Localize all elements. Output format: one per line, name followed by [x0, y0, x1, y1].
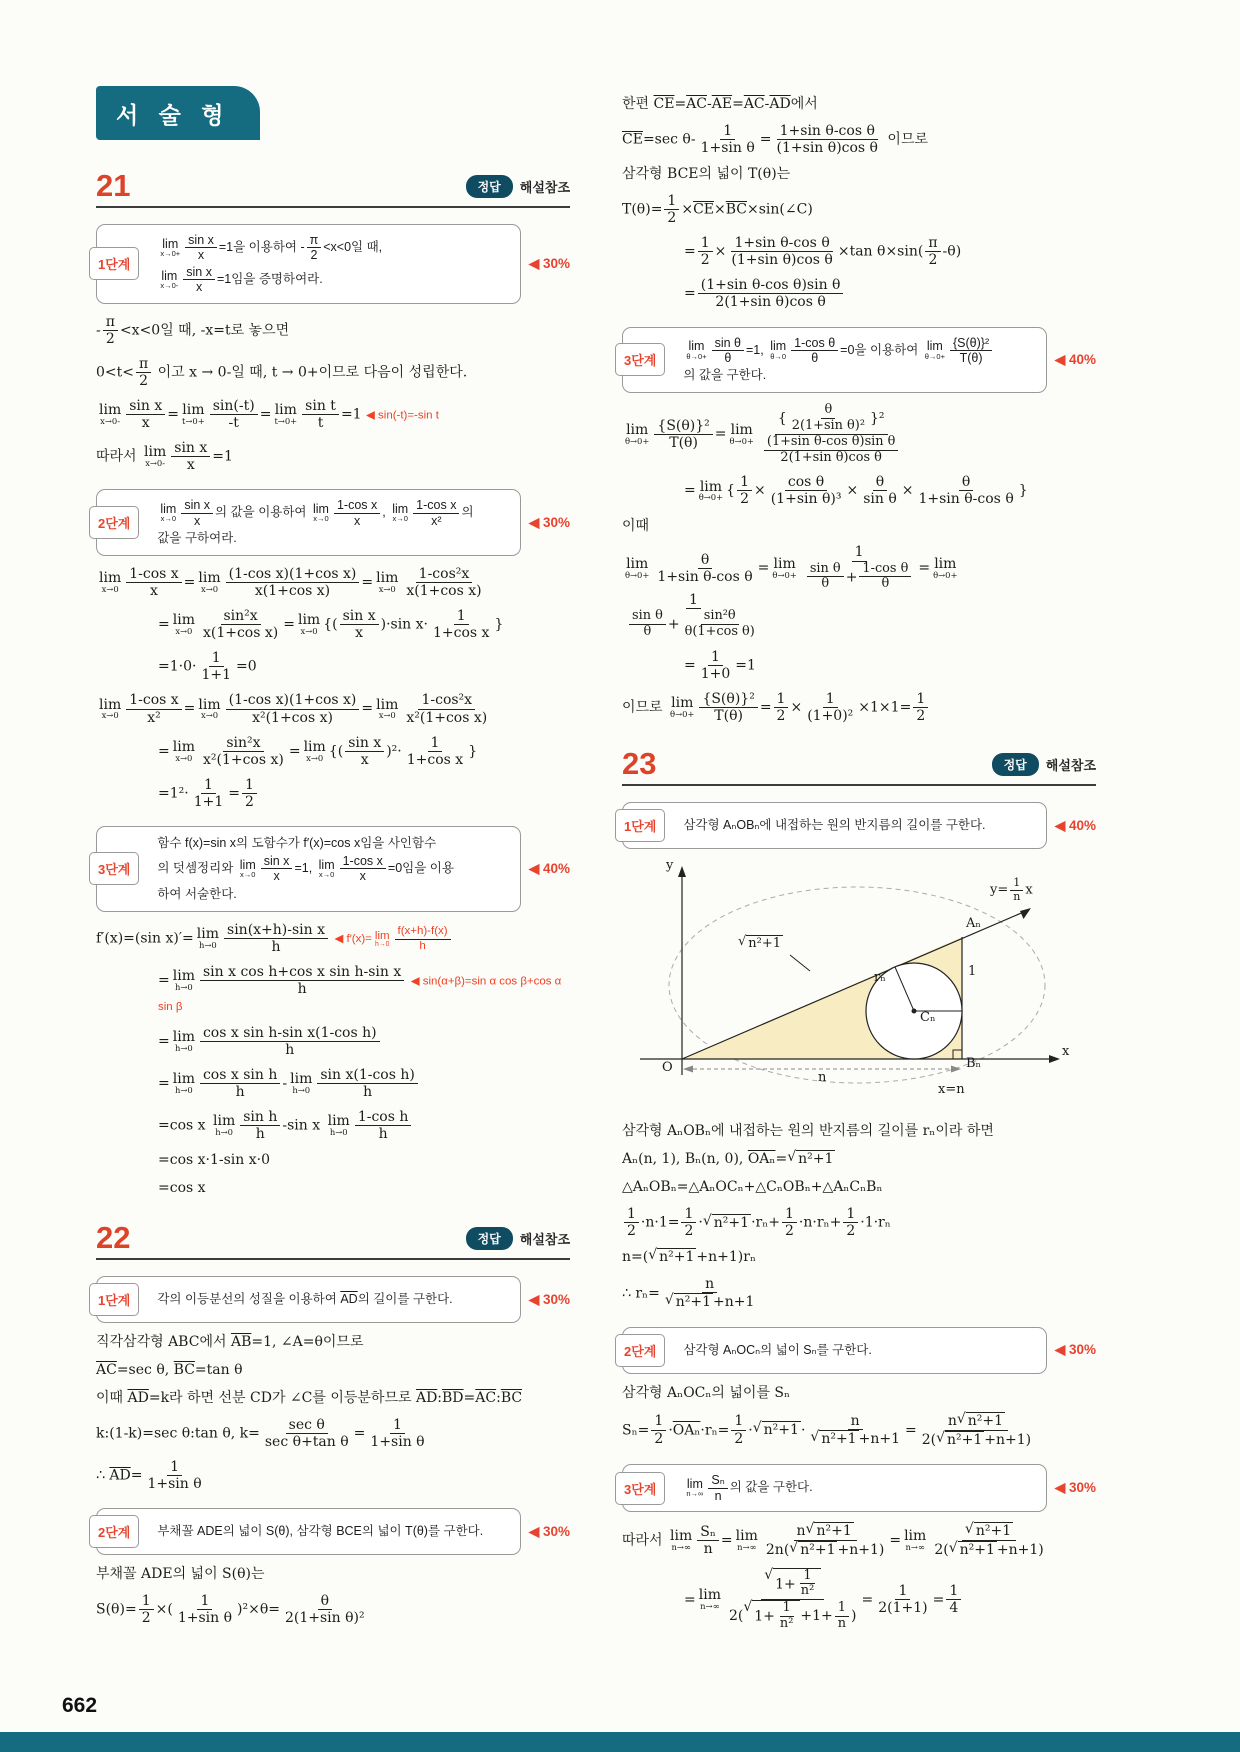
columns: [0, 86, 1240, 1648]
step-label: 2단계: [89, 1515, 139, 1548]
math-line: 따라서 lim x→0- $\frac{\text{sin x}}{x}$ =1: [96, 440, 233, 474]
math-line: lim n→∞ $\frac{\text{Sₙ}}{n}$ 의 값을 구한다.: [686, 1473, 813, 1503]
math-line: 하여 서술한다.: [157, 886, 237, 901]
step-label: 3단계: [615, 343, 665, 376]
answer-text: 해설참조: [519, 1232, 570, 1248]
step-percent: ◀ 40%: [1054, 817, 1096, 833]
math-line: = lim x→0 $\frac{\text{sin²x}}{\text{x(1+cos x)}}$ = lim x→0 {( $\frac{\text{sin x}}{x}$ )·sin x· $\frac{1}{\text{1+cos x}}$ }: [158, 608, 504, 642]
step-box: [622, 802, 1047, 849]
figure-label-x-equals-n: x=n: [938, 1082, 965, 1098]
solution-lines: [96, 314, 570, 474]
math-line: lim x→0+ $\frac{\text{sin x}}{x}$ =1을 이용하여 - $\frac{\pi}{2}$ <x<0일 때,: [160, 233, 383, 263]
math-line: 삼각형 AₙOCₙ의 넓이를 Sₙ: [622, 1384, 791, 1401]
math-line: Sₙ= $\frac{1}{2}$ $\cdot\overline{OA_n}\cdot r_n=$ $\frac{1}{2}$ · √ n²+1 · n √ n²+1 +n+1 = n √ n²+1 2( √ n²+1 +n+1): [622, 1410, 1032, 1448]
math-line: lim θ→0+ $\frac{\theta}{\text{1+sin θ-cos θ}}$ = lim θ→0+ 1 $\frac{\text{sin θ}}{\theta}$ + $\frac{\text{1-cos θ}}{\theta}$ = lim θ→0+ 1 $\frac{\text{sin θ}}{\theta}$ + $\frac{\text{sin²θ}}{\text{θ(1+cos θ)}}$: [625, 544, 958, 639]
math-line: ∴ $\overline{AD}=$ $\frac{1}{\text{1+sin θ}}$: [96, 1458, 202, 1493]
math-line: k:(1-k)=sec θ:tan θ, k= $\frac{\text{sec θ}}{\text{sec θ+tan θ}}$ = $\frac{1}{\text{1+sin θ}}$: [96, 1416, 425, 1450]
step-desc: [157, 1289, 509, 1310]
step-label: 3단계: [615, 1472, 665, 1505]
math-line: 각의 이등분선의 성질을 이용하여 $\overline{AD}$의 길이를 구한다.: [157, 1292, 453, 1307]
math-line: 부채꼴 ADE의 넓이 S(θ)는: [96, 1566, 265, 1583]
solution-lines: [622, 1122, 1096, 1311]
step-desc: [157, 231, 509, 297]
math-line: 삼각형 AₙOBₙ에 내접하는 원의 반지름의 길이를 구한다.: [683, 818, 986, 833]
step-percent: ◀ 30%: [528, 514, 570, 530]
math-line: =cos x·1-sin x·0: [158, 1152, 270, 1169]
step-box: [622, 1464, 1047, 1512]
problem-number: 21: [96, 168, 131, 203]
math-line: 의 값을 구한다.: [683, 368, 767, 383]
step-percent: ◀ 30%: [528, 1523, 570, 1539]
math-line: 이때 $\overline{AD}=k$라 하면 선분 CD가 ∠C를 이등분하므로 $\overline{AD}:\overline{BD}=\overline{AC}:\overline{BC}$: [96, 1389, 523, 1406]
step-desc: [157, 496, 509, 549]
step-percent: ◀ 30%: [1054, 1342, 1096, 1358]
step-percent: ◀ 30%: [528, 255, 570, 271]
math-line: 삼각형 AₙOBₙ에 내접하는 원의 반지름의 길이를 rₙ이라 하면: [622, 1123, 994, 1140]
step-row: [96, 224, 570, 304]
answer-text: 해설참조: [519, 180, 570, 195]
answer-reference: [466, 175, 570, 198]
math-line: =cos x: [158, 1180, 206, 1197]
math-line: 이므로 lim θ→0+ $\frac{\text{\{S(θ)\}²}}{T(\theta)}$ = $\frac{1}{2}$ × $\frac{1}{\text{(1+0)²}}$ ×1×1= $\frac{1}{2}$: [622, 691, 1096, 724]
math-line: = lim h→0 $\frac{\text{cos x sin h}}{h}$ - lim h→0 $\frac{\text{sin x(1-cos h)}}{h}$: [158, 1067, 570, 1100]
problem-23: [622, 748, 1096, 1632]
left-column: [96, 86, 570, 1648]
problem-22: [96, 1222, 570, 1626]
step-row: [622, 802, 1096, 849]
math-line: = lim θ→0+ { $\frac{1}{2}$ × $\frac{\text{cos θ}}{\text{(1+sin θ)³}}$ × $\frac{\theta}{\text{sin θ}}$ × $\frac{\theta}{\text{1+sin θ-cos θ}}$ }: [684, 474, 1028, 508]
right-column: [622, 86, 1096, 1648]
answer-badge: 정답: [466, 1227, 513, 1250]
step-percent: ◀ 30%: [1054, 1480, 1096, 1496]
math-line: Aₙ(n, 1), Bₙ(n, 0), $\overline{OA_n}=$ √ n²+1: [622, 1149, 834, 1168]
step-row: [622, 327, 1096, 394]
math-line: lim x→0 $\frac{\text{1-cos x}}{x}$ = lim x→0 $\frac{\text{(1-cos x)(1+cos x)}}{\text{x(1+cos x)}}$ = lim x→0 $\frac{\text{1-cos²x}}{\text{x(1+cos x)}}$: [99, 565, 482, 599]
step-label: 1단계: [89, 247, 139, 280]
math-line: lim θ→0+ $\frac{\text{sin θ}}{\theta}$ =1, lim θ→0 $\frac{\text{1-cos θ}}{\theta}$ =0을 이용하여 lim θ→0+ $\frac{\text{\{S(θ)\}²}}{T(\theta)}$: [683, 336, 1035, 366]
step-box: [622, 327, 1047, 394]
math-line: 이때: [622, 517, 650, 534]
step-percent: ◀ 40%: [1054, 351, 1096, 367]
step-label: 1단계: [89, 1283, 139, 1316]
answer-badge: 정답: [466, 175, 513, 198]
math-line: = $\frac{\text{(1+sin θ-cos θ)sin θ}}{\text{2(1+sin θ)cos θ}}$: [684, 277, 1096, 310]
math-line: S(θ)= $\frac{1}{2}$ ×( $\frac{1}{\text{1+sin θ}}$ )²×θ= $\frac{\theta}{\text{2(1+sin θ)²}}$: [96, 1593, 365, 1627]
answer-text: 해설참조: [1045, 758, 1096, 774]
math-line: = lim h→0 $\frac{\text{sin x cos h+cos x sin h-sin x}}{h}$ ◀ sin(α+β)=sin α cos β+cos α sin β: [158, 963, 562, 1013]
problem-number: 22: [96, 1220, 131, 1256]
math-line: 삼각형 AₙOCₙ의 넓이 Sₙ를 구한다.: [683, 1342, 872, 1357]
step-row: [622, 1464, 1096, 1512]
problem-number: 23: [622, 746, 657, 782]
solution-lines: [96, 1565, 570, 1626]
step-label: 1단계: [615, 809, 665, 842]
solution-lines: [622, 1384, 1096, 1448]
math-line: = $\frac{1}{2}$ × $\frac{\text{1+sin θ-cos θ}}{\text{(1+sin θ)cos θ}}$ ×tan θ×sin( $\frac{\pi}{2}$ -θ): [684, 235, 962, 269]
step-desc: [683, 1340, 1035, 1361]
step-percent: ◀ 40%: [528, 860, 570, 876]
figure-label-point-bn: Bₙ: [966, 1056, 982, 1072]
solution-lines: [96, 922, 570, 1199]
math-line: =cos x lim h→0 $\frac{\text{sin h}}{h}$ -sin x lim h→0 $\frac{\text{1-cos h}}{h}$: [158, 1109, 570, 1142]
step-row: [96, 1276, 570, 1323]
figure-label-radius: rₙ: [874, 970, 886, 986]
answer-badge: 정답: [992, 753, 1039, 776]
step-box: [96, 1276, 521, 1323]
problem-header: [96, 1222, 570, 1260]
math-line: lim x→0 $\frac{\text{1-cos x}}{\text{x²}}$ = lim x→0 $\frac{\text{(1-cos x)(1+cos x)}}{\text{x²(1+cos x)}}$ = lim x→0 $\frac{\text{1-cos²x}}{\text{x²(1+cos x)}}$: [99, 692, 488, 726]
figure-label-y-axis: y: [666, 858, 674, 874]
figure-label-n: n: [818, 1070, 827, 1086]
math-line: 따라서 lim n→∞ $\frac{\text{Sₙ}}{n}$ = lim n→∞ n √ n²+1 2n( √ n²+1 +n+1) = lim n→∞ √ n²+1 2( √ n²+1 +n+1): [622, 1521, 1044, 1558]
step-percent: ◀ 30%: [528, 1291, 570, 1307]
problem-header: [622, 748, 1096, 786]
math-line: = lim x→0 $\frac{\text{sin²x}}{\text{x²(1+cos x)}}$ = lim x→0 {( $\frac{\text{sin x}}{x}$ )²· $\frac{1}{\text{1+cos x}}$ }: [158, 734, 478, 768]
math-line: = lim n→∞ √ 1+ $\frac{1}{\text{n²}}$ 2( √ 1+ $\frac{1}{\text{n²}}$ +1+ $\frac{1}{n}$ ) = $\frac{1}{2(1+1)}$ = $\frac{1}{4}$: [684, 1568, 1096, 1632]
figure-label-one: 1: [968, 964, 977, 980]
math-line: ∴ rₙ= n √ n²+1 +n+1: [622, 1275, 755, 1311]
step-desc: [157, 1521, 509, 1542]
answer-reference: [992, 753, 1096, 776]
math-line: lim θ→0+ $\frac{\text{\{S(θ)\}²}}{T(\theta)}$ = lim θ→0+ { $\frac{\theta}{\text{2(1+sin θ)²}}$ }² $\frac{\text{(1+sin θ-cos θ)sin θ}}{\text{2(1+sin θ)cos θ}}$: [622, 403, 1096, 465]
solution-lines: [96, 566, 570, 810]
figure-label-line-equation: y= $\frac{1}{n}$ x: [990, 876, 1033, 903]
math-line: - $\frac{\pi}{2}$ <x<0일 때, -x=t로 놓으면: [96, 313, 290, 347]
figure-label-hypotenuse: √ n²+1: [738, 934, 782, 952]
figure-triangle-incircle: [622, 859, 1084, 1113]
figure-label-x-axis: x: [1062, 1044, 1070, 1060]
step-row: [96, 826, 570, 912]
math-line: = $\frac{1}{1+0}$ =1: [684, 648, 756, 682]
page-number: 662: [62, 1694, 98, 1717]
math-line: 함수 f(x)=sin x의 도함수가 f′(x)=cos x임을 사인함수: [157, 836, 437, 850]
answer-reference: [466, 1227, 570, 1250]
step-box: [96, 224, 521, 304]
solution-lines: [622, 1522, 1096, 1632]
math-line: 부채꼴 ADE의 넓이 S(θ), 삼각형 BCE의 넓이 T(θ)를 구한다.: [157, 1524, 484, 1539]
math-line: 직각삼각형 ABC에서 $\overline{AB}=1$, ∠A=θ이므로: [96, 1334, 364, 1351]
step-box: [96, 489, 521, 556]
math-line: T(θ)= $\frac{1}{2}$ $\times\overline{CE}\times\overline{BC}\times\sin(\angle C)$: [622, 192, 813, 227]
math-line: n=( √ n²+1 +n+1)rₙ: [622, 1247, 757, 1266]
math-line: lim x→0- $\frac{\text{sin x}}{x}$ =1임을 증명하여라.: [160, 264, 323, 295]
solution-lines: [622, 403, 1096, 724]
math-line: lim x→0 $\frac{\text{sin x}}{x}$ 의 값을 이용하여 lim x→0 $\frac{\text{1-cos x}}{x}$ , lim x→0 $\frac{\text{1-cos x}}{\text{x²}}$ 의: [160, 498, 474, 528]
math-line: lim x→0- $\frac{\text{sin x}}{x}$ = lim t→0+ $\frac{\sin(-t)}{-t}$ = lim t→0+ $\frac{\text{sin t}}{t}$ =1 ◀ sin(-t)=-sin t: [99, 397, 439, 431]
problem-header: [96, 170, 570, 208]
math-line: 삼각형 BCE의 넓이 T(θ)는: [622, 166, 791, 183]
math-line: $\overline{AC}=\sec$ θ, $\overline{BC}=\tan$ θ: [96, 1362, 243, 1378]
step-row: [622, 1327, 1096, 1374]
step-label: 2단계: [89, 506, 139, 539]
solution-lines: [96, 1333, 570, 1492]
math-line: =1·0· $\frac{1}{1+1}$ =0: [158, 650, 257, 684]
math-line: =1²· $\frac{1}{1+1}$ = $\frac{1}{2}$: [158, 777, 570, 810]
step-box: [96, 1508, 521, 1555]
solution-lines: [622, 95, 1096, 311]
step-row: [96, 489, 570, 556]
problem-21: [96, 170, 570, 1198]
problem-22-continued: [622, 95, 1096, 724]
math-line: f′(x)=(sin x)′= lim h→0 $\frac{\text{sin(x+h)-sin x}}{h}$ ◀ f′(x)= lim h→0 $\frac{f(x+h)-f(x)}{h}$: [96, 922, 570, 955]
step-desc: [683, 1471, 1035, 1505]
math-line: 값을 구하여라.: [157, 531, 237, 545]
step-box: [96, 826, 521, 912]
bottom-bar: [0, 1732, 1240, 1752]
math-line: $\frac{1}{2}$ ·n·1= $\frac{1}{2}$ · √ n²+1 ·rₙ+ $\frac{1}{2}$ ·n·rₙ+ $\frac{1}{2}$ ·1·rₙ: [622, 1206, 1096, 1239]
math-line: $\overline{CE}=\sec$ θ- $\frac{1}{\text{1+sin θ}}$ = $\frac{\text{1+sin θ-cos θ}}{\text{(1+sin θ)cos θ}}$ 이므로: [622, 122, 929, 156]
math-line: 한편 $\overline{CE}=\overline{AC}-\overline{AE}=\overline{AC}-\overline{AD}$에서: [622, 96, 818, 112]
step-label: 3단계: [89, 852, 139, 885]
step-desc: [683, 334, 1035, 387]
step-box: [622, 1327, 1047, 1374]
math-line: 의 덧셈정리와 lim x→0 $\frac{\text{sin x}}{x}$ =1, lim x→0 $\frac{\text{1-cos x}}{x}$ =0임을 이용: [157, 853, 454, 884]
step-desc: [683, 815, 1035, 836]
math-line: △AₙOBₙ=△AₙOCₙ+△CₙOBₙ+△AₙCₙBₙ: [622, 1178, 883, 1195]
figure-label-point-an: Aₙ: [966, 916, 982, 932]
step-label: 2단계: [615, 1334, 665, 1367]
math-line: 0<t< $\frac{\pi}{2}$ 이고 x → 0-일 때, t → 0+이므로 다음이 성립한다.: [96, 355, 468, 389]
figure-label-origin: O: [662, 1060, 673, 1076]
step-desc: [157, 833, 509, 905]
math-line: = lim h→0 $\frac{\text{cos x sin h-sin x(1-cos h)}}{h}$: [158, 1025, 570, 1058]
step-row: [96, 1508, 570, 1555]
figure-label-center-cn: Cₙ: [920, 1010, 936, 1026]
section-title: 서 술 형: [96, 86, 260, 140]
